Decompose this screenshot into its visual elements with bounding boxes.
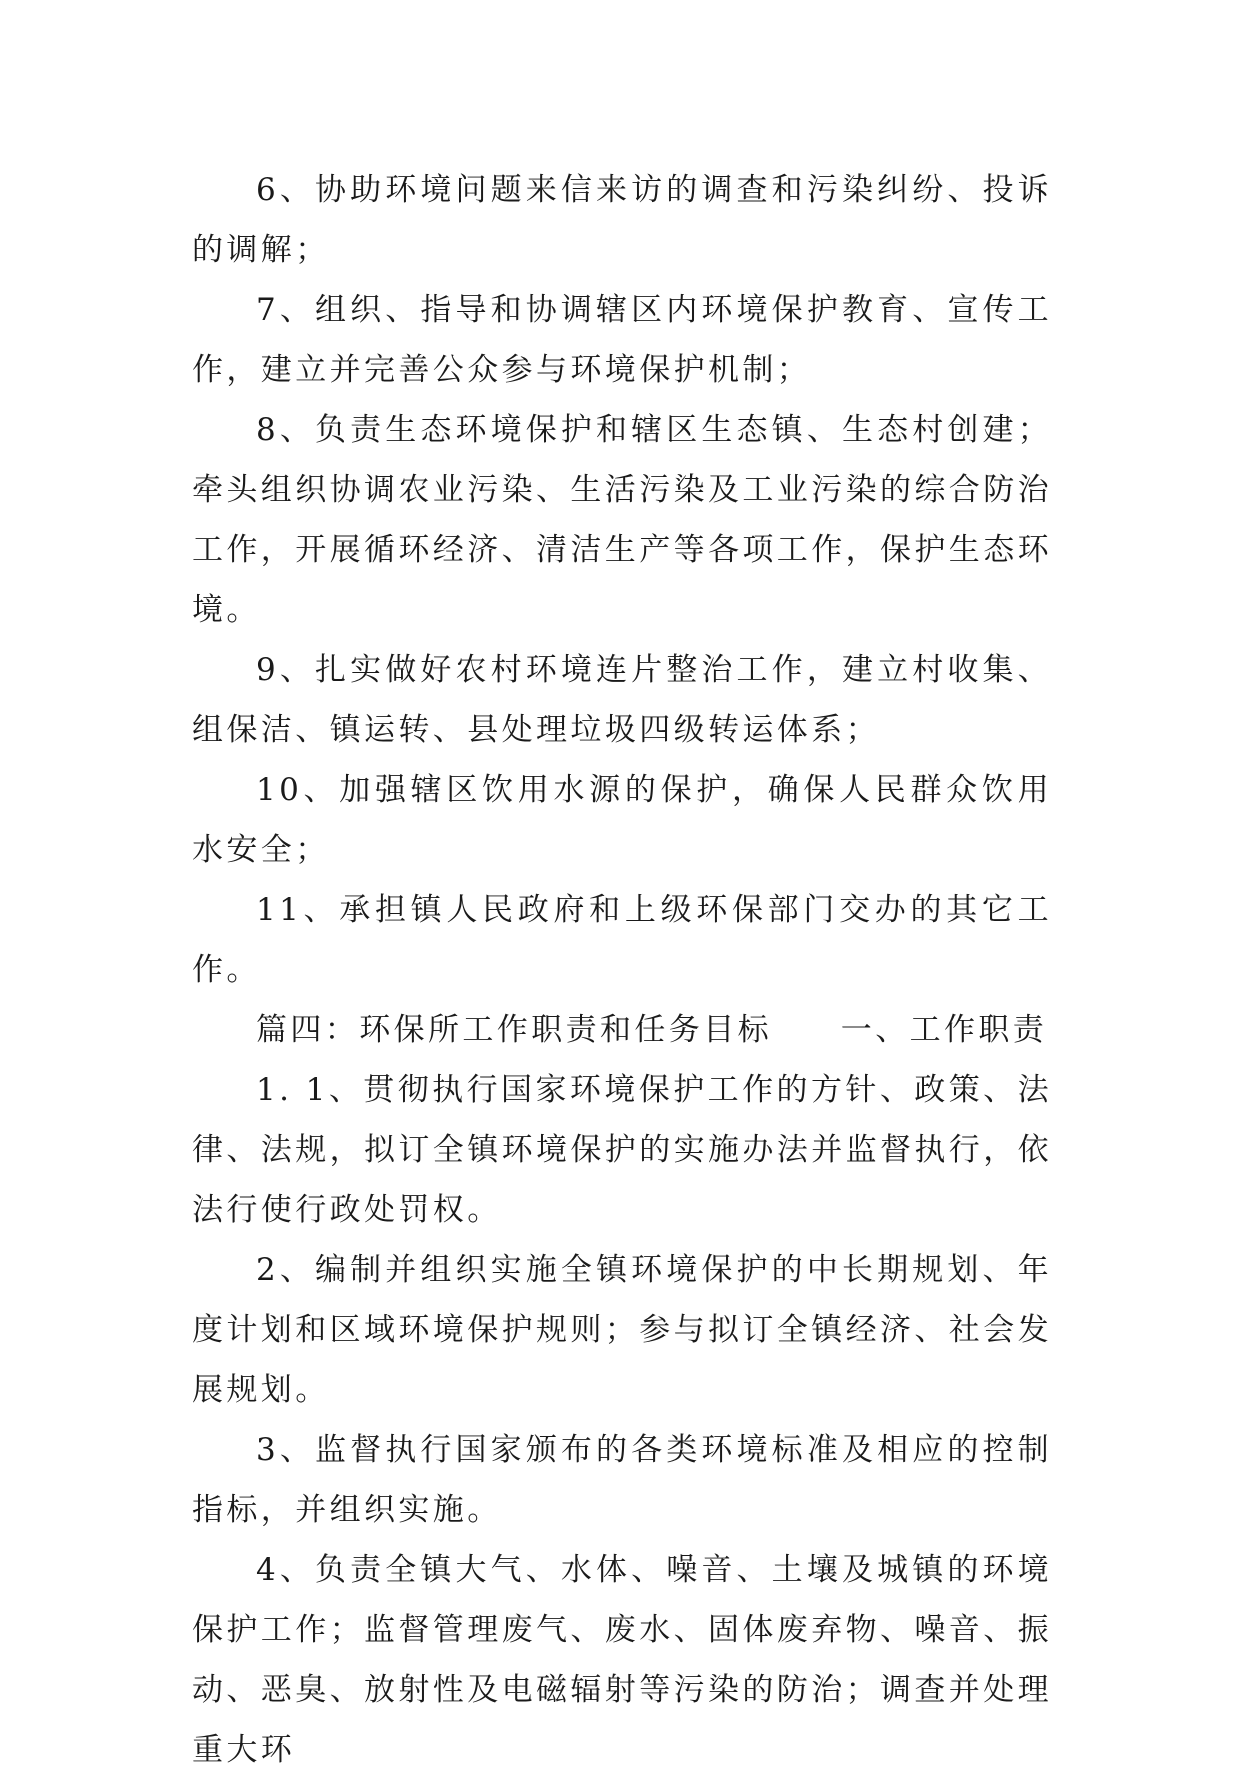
paragraph-11: 11、承担镇人民政府和上级环保部门交办的其它工作。	[192, 892, 1052, 988]
paragraph-10: 10、加强辖区饮用水源的保护，确保人民群众饮用水安全；	[192, 772, 1052, 868]
duty-item-4: 4、负责全镇大气、水体、噪音、土壤及城镇的环境保护工作；监督管理废气、废水、固体废弃物、噪音、振动、恶臭、放射性及电磁辐射等污染的防治；调查并处理重大环	[192, 1552, 1052, 1768]
paragraph-9: 9、扎实做好农村环境连片整治工作，建立村收集、组保洁、镇运转、县处理垃圾四级转运体系；	[192, 652, 1052, 748]
section-heading: 篇四：环保所工作职责和任务目标 一、工作职责	[256, 1012, 1048, 1048]
duty-item-2: 2、编制并组织实施全镇环境保护的中长期规划、年度计划和区域环境保护规则；参与拟订全镇经济、社会发展规划。	[192, 1252, 1052, 1408]
paragraph-8: 8、负责生态环境保护和辖区生态镇、生态村创建；牵头组织协调农业污染、生活污染及工业污染的综合防治工作，开展循环经济、清洁生产等各项工作，保护生态环境。	[192, 412, 1052, 628]
duty-item-1: 1. 1、贯彻执行国家环境保护工作的方针、政策、法律、法规，拟订全镇环境保护的实施办法并监督执行，依法行使行政处罚权。	[192, 1072, 1052, 1228]
duty-item-3: 3、监督执行国家颁布的各类环境标准及相应的控制指标，并组织实施。	[192, 1432, 1052, 1528]
document-page	[192, 160, 1052, 1780]
paragraph-7: 7、组织、指导和协调辖区内环境保护教育、宣传工作，建立并完善公众参与环境保护机制；	[192, 292, 1052, 388]
paragraph-6: 6、协助环境问题来信来访的调查和污染纠纷、投诉的调解；	[192, 172, 1052, 268]
